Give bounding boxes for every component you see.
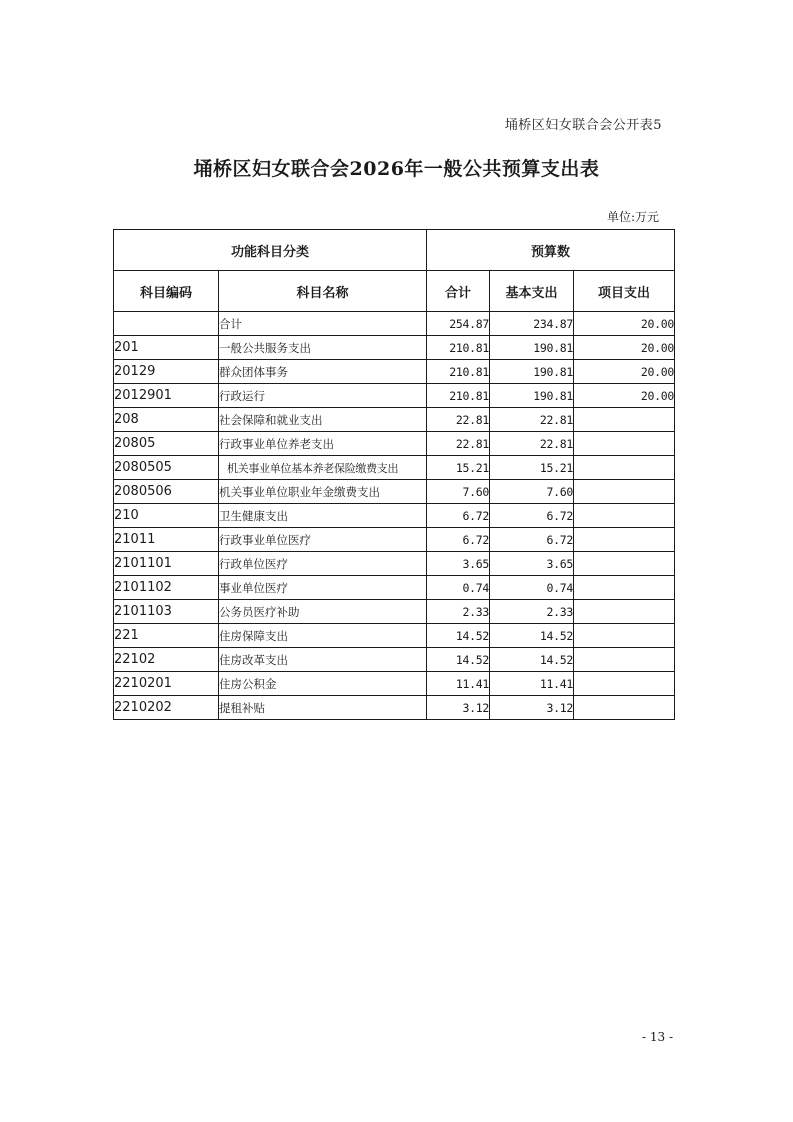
basic-value: 3.12 (490, 696, 574, 720)
subject-code: 201 (114, 336, 219, 360)
subject-name: 机关事业单位基本养老保险缴费支出 (219, 456, 427, 480)
table-row (114, 600, 675, 624)
project-value: 20.00 (574, 360, 675, 384)
project-value (574, 648, 675, 672)
subject-code: 21011 (114, 528, 219, 552)
project-value (574, 672, 675, 696)
basic-value: 6.72 (490, 528, 574, 552)
project-value (574, 696, 675, 720)
project-column-header: 项目支出 (574, 271, 675, 312)
subject-name: 事业单位医疗 (219, 576, 427, 600)
subject-code: 210 (114, 504, 219, 528)
total-value: 210.81 (427, 360, 490, 384)
subject-code: 2101101 (114, 552, 219, 576)
subject-name: 社会保障和就业支出 (219, 408, 427, 432)
project-value: 20.00 (574, 384, 675, 408)
project-value (574, 456, 675, 480)
total-value: 3.65 (427, 552, 490, 576)
subject-name: 群众团体事务 (219, 360, 427, 384)
subject-name: 行政单位医疗 (219, 552, 427, 576)
subject-name: 机关事业单位职业年金缴费支出 (219, 480, 427, 504)
project-value (574, 552, 675, 576)
table-row (114, 504, 675, 528)
unit-note: 单位:万元 (606, 210, 659, 224)
table-row (114, 552, 675, 576)
basic-value: 190.81 (490, 336, 574, 360)
basic-value: 14.52 (490, 624, 574, 648)
project-value (574, 408, 675, 432)
table-row (114, 360, 675, 384)
page-number: - 13 - (641, 1030, 673, 1044)
basic-value: 15.21 (490, 456, 574, 480)
subject-code: 22102 (114, 648, 219, 672)
basic-value: 234.87 (490, 312, 574, 336)
subject-code: 2080506 (114, 480, 219, 504)
subject-code: 20805 (114, 432, 219, 456)
budget-table (113, 229, 675, 720)
total-value: 7.60 (427, 480, 490, 504)
project-value (574, 432, 675, 456)
subject-name: 公务员医疗补助 (219, 600, 427, 624)
basic-value: 6.72 (490, 504, 574, 528)
table-row (114, 480, 675, 504)
total-value: 6.72 (427, 528, 490, 552)
subject-code: 2101103 (114, 600, 219, 624)
table-row (114, 408, 675, 432)
table-reference-note: 埇桥区妇女联合会公开表5 (504, 118, 662, 133)
project-value (574, 600, 675, 624)
basic-value: 2.33 (490, 600, 574, 624)
total-value: 254.87 (427, 312, 490, 336)
total-value: 14.52 (427, 648, 490, 672)
subject-code: 2101102 (114, 576, 219, 600)
table-row (114, 672, 675, 696)
project-value: 20.00 (574, 312, 675, 336)
subject-code: 2012901 (114, 384, 219, 408)
project-value (574, 624, 675, 648)
table-row (114, 648, 675, 672)
table-row (114, 336, 675, 360)
project-value (574, 528, 675, 552)
subject-name: 行政事业单位养老支出 (219, 432, 427, 456)
subject-code: 221 (114, 624, 219, 648)
table-row (114, 384, 675, 408)
total-value: 0.74 (427, 576, 490, 600)
subject-name: 卫生健康支出 (219, 504, 427, 528)
total-value: 22.81 (427, 408, 490, 432)
basic-value: 190.81 (490, 384, 574, 408)
page-title: 埇桥区妇女联合会2026年一般公共预算支出表 (193, 158, 600, 180)
total-value: 210.81 (427, 384, 490, 408)
total-value: 14.52 (427, 624, 490, 648)
subject-code: 20129 (114, 360, 219, 384)
total-value: 6.72 (427, 504, 490, 528)
subject-code (114, 312, 219, 336)
column-header-row (114, 271, 675, 312)
table-row (114, 432, 675, 456)
project-value: 20.00 (574, 336, 675, 360)
subject-code: 2210201 (114, 672, 219, 696)
basic-value: 0.74 (490, 576, 574, 600)
subject-name: 住房改革支出 (219, 648, 427, 672)
name-column-header: 科目名称 (219, 271, 427, 312)
subject-name: 一般公共服务支出 (219, 336, 427, 360)
total-value: 11.41 (427, 672, 490, 696)
total-value: 3.12 (427, 696, 490, 720)
subject-name: 合计 (219, 312, 427, 336)
total-value: 22.81 (427, 432, 490, 456)
basic-value: 22.81 (490, 432, 574, 456)
total-value: 2.33 (427, 600, 490, 624)
basic-value: 190.81 (490, 360, 574, 384)
code-column-header: 科目编码 (114, 271, 219, 312)
table-row (114, 528, 675, 552)
table-row (114, 696, 675, 720)
project-value (574, 576, 675, 600)
basic-value: 3.65 (490, 552, 574, 576)
basic-value: 22.81 (490, 408, 574, 432)
classification-header: 功能科目分类 (114, 230, 427, 271)
basic-column-header: 基本支出 (490, 271, 574, 312)
basic-value: 11.41 (490, 672, 574, 696)
total-value: 15.21 (427, 456, 490, 480)
table-row (114, 456, 675, 480)
project-value (574, 480, 675, 504)
subject-name: 住房公积金 (219, 672, 427, 696)
subject-name: 行政事业单位医疗 (219, 528, 427, 552)
subject-name: 行政运行 (219, 384, 427, 408)
subject-code: 2080505 (114, 456, 219, 480)
subject-code: 2210202 (114, 696, 219, 720)
project-value (574, 504, 675, 528)
total-column-header: 合计 (427, 271, 490, 312)
total-value: 210.81 (427, 336, 490, 360)
basic-value: 7.60 (490, 480, 574, 504)
table-row (114, 312, 675, 336)
subject-name: 住房保障支出 (219, 624, 427, 648)
basic-value: 14.52 (490, 648, 574, 672)
table-row (114, 576, 675, 600)
budget-header: 预算数 (427, 230, 675, 271)
subject-name: 提租补贴 (219, 696, 427, 720)
table-row (114, 624, 675, 648)
subject-code: 208 (114, 408, 219, 432)
group-header-row (114, 230, 675, 271)
